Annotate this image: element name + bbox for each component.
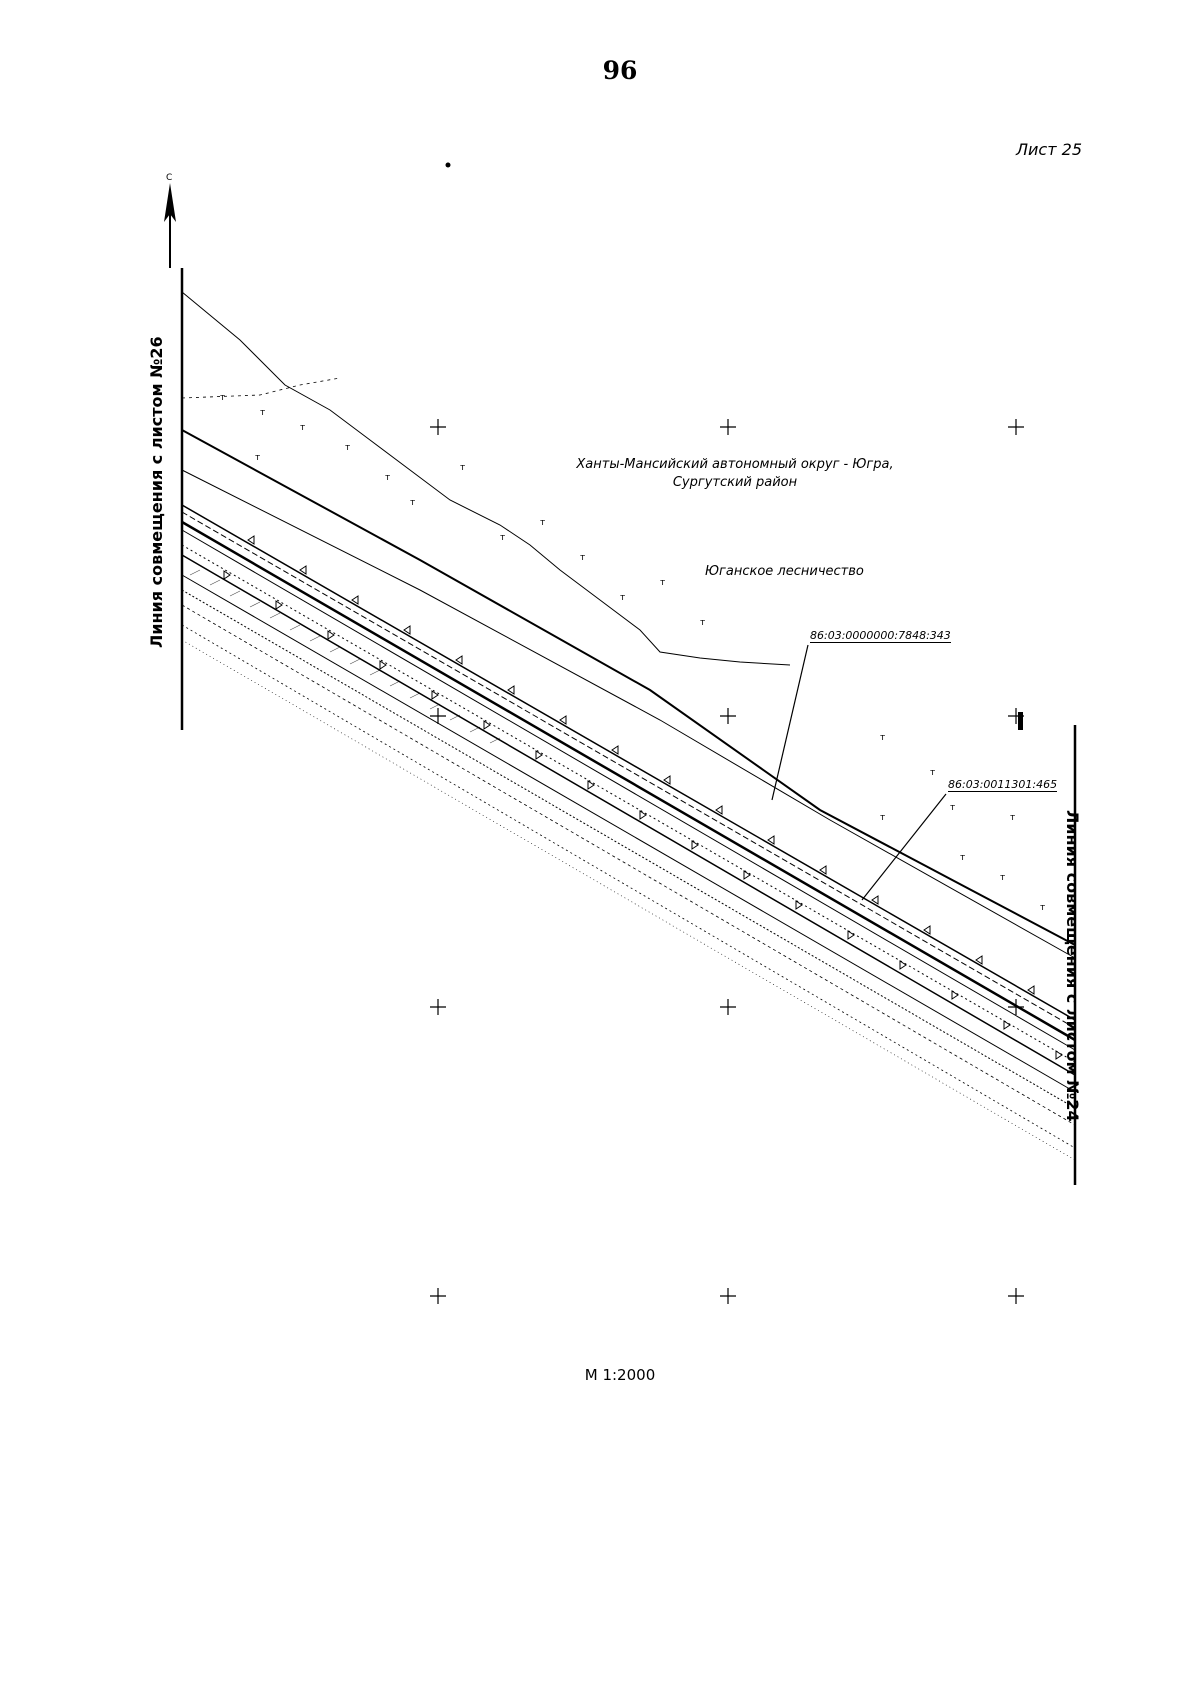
svg-text:т: т <box>260 408 266 418</box>
svg-text:т: т <box>620 593 626 603</box>
svg-text:т: т <box>1010 813 1016 823</box>
parcel-1-leader <box>772 645 808 800</box>
svg-text:т: т <box>700 618 706 628</box>
svg-text:т: т <box>385 473 391 483</box>
svg-text:т: т <box>1000 873 1006 883</box>
parcel-label-1: 86:03:0000000:7848:343 <box>810 629 951 642</box>
svg-text:т: т <box>220 393 226 403</box>
svg-text:т: т <box>950 803 956 813</box>
scale-label: М 1:2000 <box>584 1366 656 1384</box>
svg-text:т: т <box>300 423 306 433</box>
svg-text:т: т <box>660 578 666 588</box>
svg-text:т: т <box>500 533 506 543</box>
corridor-lines <box>182 430 1075 1160</box>
region-label <box>540 456 930 492</box>
svg-text:т: т <box>255 453 261 463</box>
svg-text:т: т <box>540 518 546 528</box>
svg-text:т: т <box>1040 903 1046 913</box>
svg-text:т: т <box>460 463 466 473</box>
hatched-strip <box>190 570 500 743</box>
sheet-label: Лист 25 <box>1016 140 1082 159</box>
svg-text:т: т <box>880 733 886 743</box>
svg-text:т: т <box>410 498 416 508</box>
forestry-label: Юганское лесничество <box>705 564 864 579</box>
north-arrow-letter: С <box>166 173 173 183</box>
north-arrow-icon <box>164 173 176 268</box>
region-label-line2: Сургутский район <box>672 475 798 490</box>
survey-markers <box>224 536 1062 1059</box>
svg-text:т: т <box>580 553 586 563</box>
svg-text:т: т <box>345 443 351 453</box>
parcel-2-leader <box>862 794 946 900</box>
match-line-right-label: Линия совмещения с листом №24 <box>1063 810 1082 1122</box>
match-line-left-label: Линия совмещения с листом №26 <box>147 336 166 648</box>
svg-text:т: т <box>960 853 966 863</box>
page-number: 96 <box>602 56 638 85</box>
svg-text:т: т <box>930 768 936 778</box>
region-label-line1: Ханты-Мансийский автономный округ - Югра, <box>576 457 894 472</box>
parcel-label-2: 86:03:0011301:465 <box>948 778 1058 791</box>
svg-text:т: т <box>880 813 886 823</box>
grid-crosses <box>430 419 1024 1304</box>
